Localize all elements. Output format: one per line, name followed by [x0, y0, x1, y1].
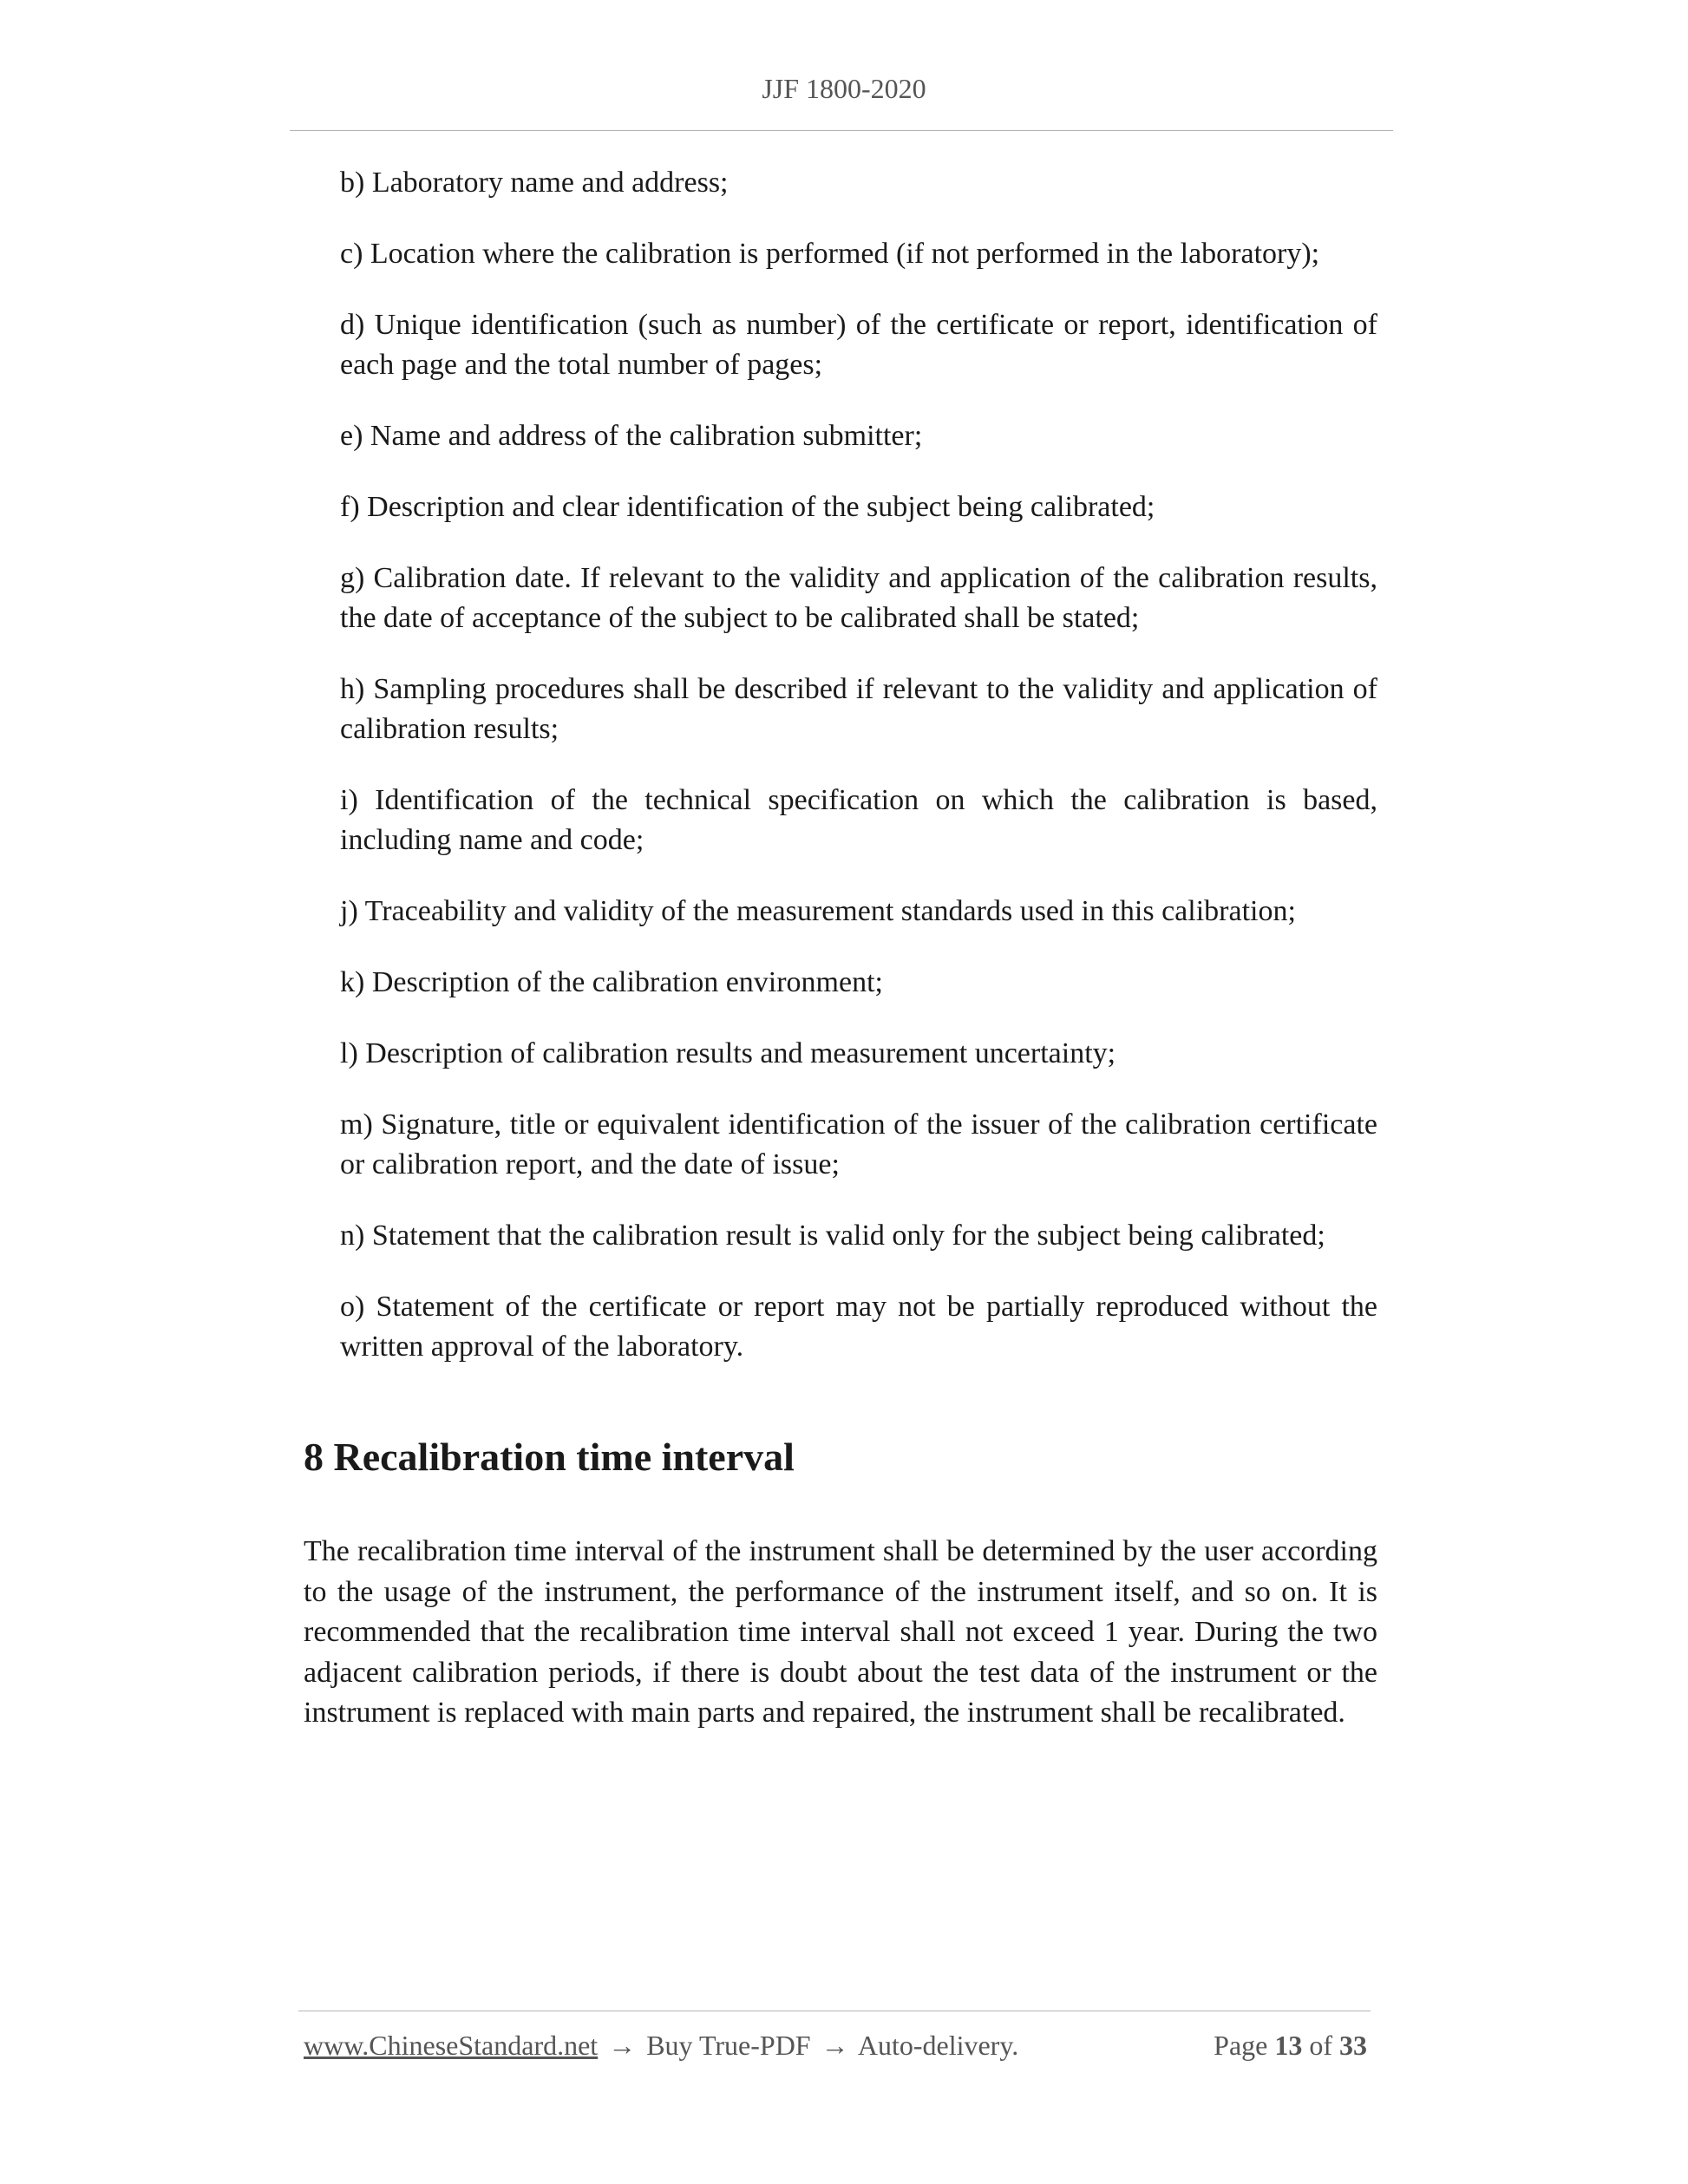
header-divider	[290, 130, 1393, 131]
list-item: k) Description of the calibration environment;	[340, 966, 883, 998]
section-heading: 8 Recalibration time interval	[304, 1435, 795, 1479]
list-item: i) Identification of the technical specification on which the calibration is based, including name and code;	[340, 784, 1377, 856]
list-item: n) Statement that the calibration result is valid only for the subject being calibrated;	[340, 1220, 1325, 1252]
list-item: h) Sampling procedures shall be described if relevant to the validity and application of calibration results;	[340, 673, 1377, 745]
footer-promo	[304, 2030, 1018, 2062]
arrow-right-icon: →	[821, 2030, 849, 2061]
list-item: j) Traceability and validity of the measurement standards used in this calibration;	[340, 895, 1296, 927]
auto-delivery-text: Auto-delivery.	[857, 2030, 1019, 2061]
list-item: e) Name and address of the calibration submitter;	[340, 420, 923, 452]
list-item: f) Description and clear identification of the subject being calibrated;	[340, 491, 1155, 523]
arrow-right-icon: →	[608, 2030, 637, 2061]
list-item: m) Signature, title or equivalent identification of the issuer of the calibration certificate or calibration report, and the date of issue;	[340, 1108, 1377, 1180]
list-item: g) Calibration date. If relevant to the validity and application of the calibration results, the date of acceptance of the subject to be calibrated shall be stated;	[340, 562, 1377, 634]
site-link[interactable]: www.ChineseStandard.net	[304, 2030, 599, 2061]
buy-pdf-text: Buy True-PDF	[646, 2030, 811, 2061]
page-footer	[304, 2030, 1367, 2071]
page-header-title: JJF 1800-2020	[762, 73, 926, 104]
total-page-number: 33	[1339, 2030, 1367, 2061]
page-number	[1214, 2030, 1367, 2062]
page-label: Page	[1214, 2030, 1268, 2061]
list-item: o) Statement of the certificate or report may not be partially reproduced without the written approval of the laboratory.	[340, 1291, 1377, 1363]
of-label: of	[1309, 2030, 1332, 2061]
list-item: d) Unique identification (such as number) of the certificate or report, identification of each page and the total number of pages;	[340, 309, 1377, 381]
list-item: l) Description of calibration results and measurement uncertainty;	[340, 1037, 1116, 1069]
certificate-content-list	[340, 163, 1377, 1398]
current-page-number: 13	[1274, 2030, 1303, 2061]
section-paragraph: The recalibration time interval of the instrument shall be determined by the user according to the usage of the instrument, the performance of the instrument itself, and so on. It is recommended that the recalibration time interval shall not exceed 1 year. During the two adjacent calibration periods, if there is doubt about the test data of the instrument or the instrument is replaced with main parts and repaired, the instrument shall be recalibrated.	[304, 1535, 1377, 1729]
list-item: b) Laboratory name and address;	[340, 167, 729, 199]
list-item: c) Location where the calibration is performed (if not performed in the laboratory);	[340, 238, 1320, 270]
